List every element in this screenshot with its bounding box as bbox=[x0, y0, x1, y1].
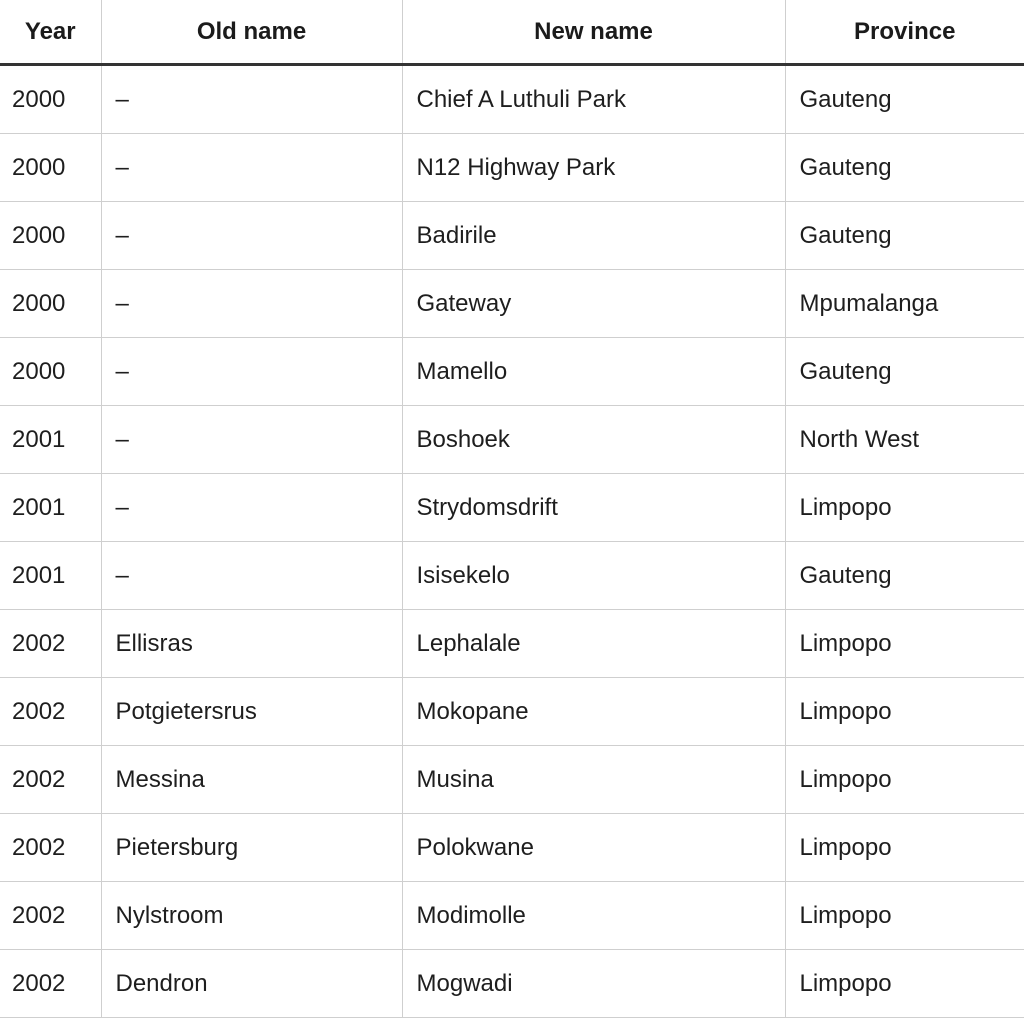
cell-old-name: – bbox=[101, 202, 402, 270]
cell-old-name: – bbox=[101, 65, 402, 134]
cell-old-name: Messina bbox=[101, 746, 402, 814]
cell-year: 2000 bbox=[0, 65, 101, 134]
column-header-province[interactable]: Province bbox=[785, 0, 1024, 65]
cell-year: 2002 bbox=[0, 950, 101, 1018]
cell-year: 2002 bbox=[0, 882, 101, 950]
cell-old-name: – bbox=[101, 474, 402, 542]
cell-year: 2002 bbox=[0, 678, 101, 746]
table-row bbox=[0, 542, 1024, 610]
cell-province: Limpopo bbox=[785, 746, 1024, 814]
cell-year: 2002 bbox=[0, 814, 101, 882]
cell-year: 2002 bbox=[0, 746, 101, 814]
cell-year: 2000 bbox=[0, 270, 101, 338]
table-row bbox=[0, 134, 1024, 202]
table-row bbox=[0, 202, 1024, 270]
cell-province: Limpopo bbox=[785, 610, 1024, 678]
cell-province: Mpumalanga bbox=[785, 270, 1024, 338]
cell-new-name: Lephalale bbox=[402, 610, 785, 678]
cell-old-name: – bbox=[101, 542, 402, 610]
cell-province: Gauteng bbox=[785, 542, 1024, 610]
table-row bbox=[0, 474, 1024, 542]
table-row bbox=[0, 65, 1024, 134]
cell-year: 2000 bbox=[0, 134, 101, 202]
column-header-year[interactable]: Year bbox=[0, 0, 101, 65]
header-row bbox=[0, 0, 1024, 65]
cell-old-name: – bbox=[101, 338, 402, 406]
table-row bbox=[0, 678, 1024, 746]
cell-new-name: Isisekelo bbox=[402, 542, 785, 610]
cell-new-name: N12 Highway Park bbox=[402, 134, 785, 202]
cell-new-name: Modimolle bbox=[402, 882, 785, 950]
table-row bbox=[0, 882, 1024, 950]
table-row bbox=[0, 338, 1024, 406]
cell-old-name: – bbox=[101, 406, 402, 474]
cell-year: 2000 bbox=[0, 202, 101, 270]
cell-new-name: Chief A Luthuli Park bbox=[402, 65, 785, 134]
cell-province: North West bbox=[785, 406, 1024, 474]
cell-new-name: Mogwadi bbox=[402, 950, 785, 1018]
table-body bbox=[0, 65, 1024, 1018]
cell-year: 2000 bbox=[0, 338, 101, 406]
cell-new-name: Boshoek bbox=[402, 406, 785, 474]
cell-old-name: Potgietersrus bbox=[101, 678, 402, 746]
cell-province: Limpopo bbox=[785, 950, 1024, 1018]
cell-new-name: Strydomsdrift bbox=[402, 474, 785, 542]
cell-year: 2001 bbox=[0, 406, 101, 474]
table-row bbox=[0, 814, 1024, 882]
cell-old-name: Dendron bbox=[101, 950, 402, 1018]
cell-year: 2002 bbox=[0, 610, 101, 678]
cell-new-name: Musina bbox=[402, 746, 785, 814]
cell-province: Limpopo bbox=[785, 678, 1024, 746]
table-row bbox=[0, 746, 1024, 814]
cell-old-name: Ellisras bbox=[101, 610, 402, 678]
cell-old-name: – bbox=[101, 270, 402, 338]
table-row bbox=[0, 406, 1024, 474]
cell-new-name: Gateway bbox=[402, 270, 785, 338]
cell-old-name: – bbox=[101, 134, 402, 202]
cell-province: Gauteng bbox=[785, 338, 1024, 406]
cell-new-name: Polokwane bbox=[402, 814, 785, 882]
cell-old-name: Pietersburg bbox=[101, 814, 402, 882]
cell-province: Gauteng bbox=[785, 202, 1024, 270]
table-row bbox=[0, 610, 1024, 678]
column-header-old-name[interactable]: Old name bbox=[101, 0, 402, 65]
table-row bbox=[0, 270, 1024, 338]
cell-new-name: Mamello bbox=[402, 338, 785, 406]
cell-new-name: Mokopane bbox=[402, 678, 785, 746]
column-header-new-name[interactable]: New name bbox=[402, 0, 785, 65]
cell-old-name: Nylstroom bbox=[101, 882, 402, 950]
cell-province: Limpopo bbox=[785, 474, 1024, 542]
cell-new-name: Badirile bbox=[402, 202, 785, 270]
cell-province: Gauteng bbox=[785, 65, 1024, 134]
cell-province: Limpopo bbox=[785, 814, 1024, 882]
table-header bbox=[0, 0, 1024, 65]
cell-province: Gauteng bbox=[785, 134, 1024, 202]
cell-year: 2001 bbox=[0, 474, 101, 542]
cell-year: 2001 bbox=[0, 542, 101, 610]
table-row bbox=[0, 950, 1024, 1018]
cell-province: Limpopo bbox=[785, 882, 1024, 950]
